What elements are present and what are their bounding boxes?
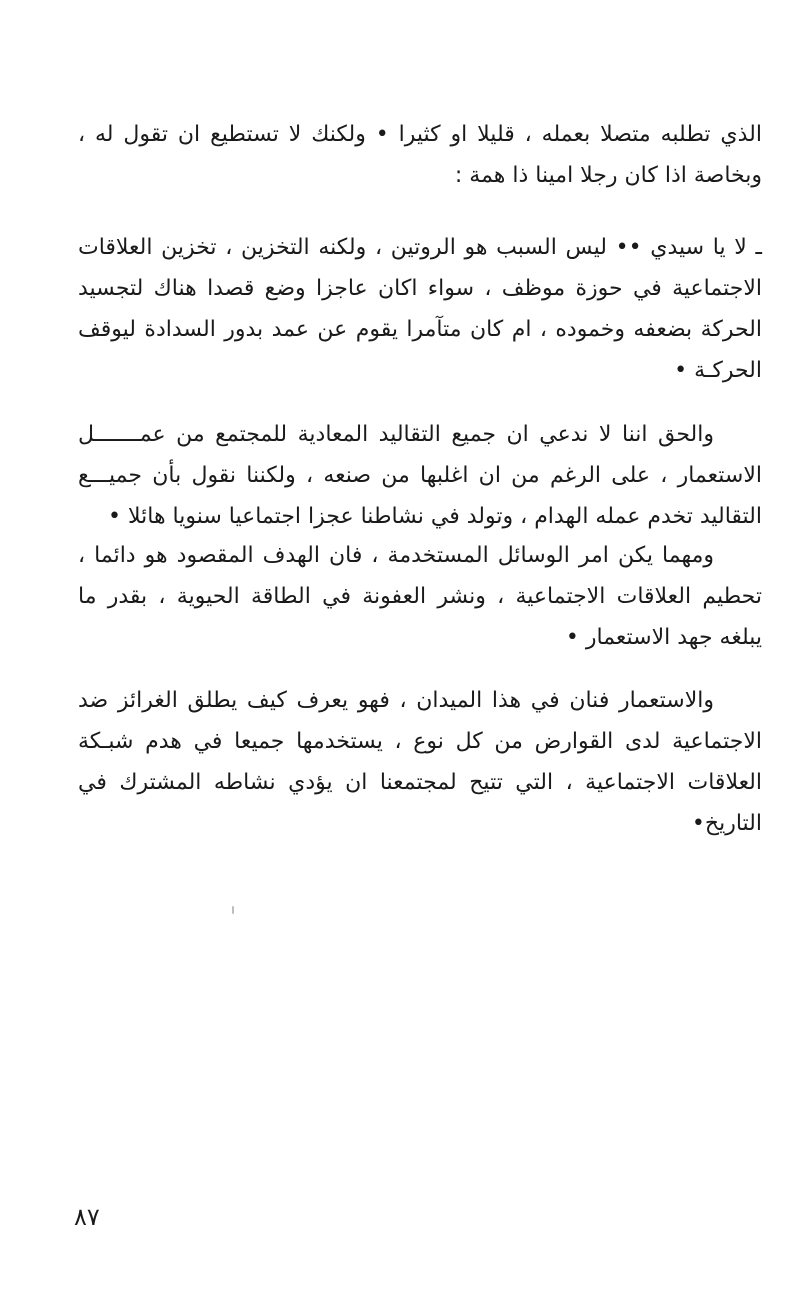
- paragraph-3: والحق اننا لا ندعي ان جميع التقاليد المعادية للمجتمع من عمـــــــل الاستعمار ، على الرغم من ان اغلبها من صنعه ، ولكننا نقول بأن جميـــع التقاليد تخدم عمله الهدام ، وتولد في نشاطنا عجزا اجتماعيا سنويا هائلا •: [78, 422, 762, 529]
- paragraph-5: والاستعمار فنان في هذا الميدان ، فهو يعرف كيف يطلق الغرائز ضد الاجتماعية لدى القوارض من كل نوع ، يستخدمها جميعا في هدم شبـكة العلاقات الاجتماعية ، التي تتيح لمجتمعنا ان يؤدي نشاطه المشترك في التاريخ•: [78, 688, 762, 836]
- paragraph-4: ومهما يكن امر الوسائل المستخدمة ، فان الهدف المقصود هو دائما ، تحطيم العلاقات الاجتماعية ، ونشر العفونة في الطاقة الحيوية ، بقدر ما يبلغه جهد الاستعمار •: [78, 543, 762, 650]
- paragraph-1: الذي تطلبه متصلا بعمله ، قليلا او كثيرا • ولكنك لا تستطيع ان تقول له ، وبخاصة اذا كان رجلا امينا ذا همة :: [78, 122, 762, 188]
- scan-speck: [232, 906, 234, 914]
- paragraph-2: ـ لا يا سيدي •• ليس السبب هو الروتين ، ولكنه التخزين ، تخزين العلاقات الاجتماعية في حوزة موظف ، سواء اكان عاجزا وضع قصدا هناك لتجسيد الحركة بضعفه وخموده ، ام كان متآمرا يقوم عن عمد بدور السدادة ليوقف الحركـة •: [78, 235, 762, 383]
- page-number: ٨٧: [74, 1203, 100, 1231]
